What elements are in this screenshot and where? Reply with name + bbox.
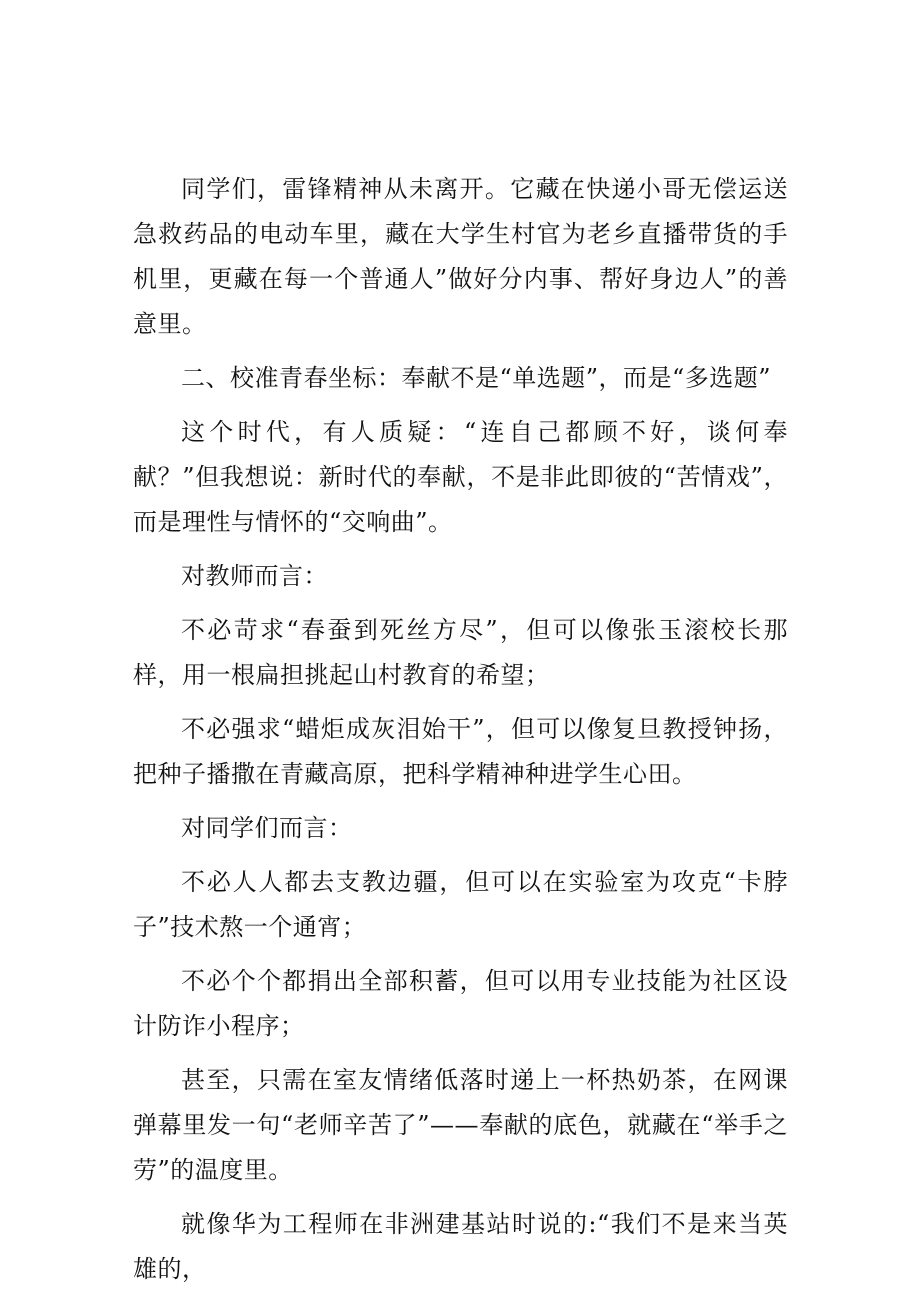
paragraph: 不必人人都去支教边疆，但可以在实验室为攻克“卡脖子”技术熬一个通宵； [133, 868, 788, 941]
paragraph: 同学们，雷锋精神从未离开。它藏在快递小哥无偿运送急救药品的电动车里，藏在大学生村官为老乡直播带货的手机里，更藏在每一个普通人”做好分内事、帮好身边人”的善意里。 [133, 175, 788, 338]
section-heading: 二、校准青春坐标：奉献不是“单选题”，而是“多选题” [181, 364, 772, 392]
paragraph: 这个时代，有人质疑：“连自己都顾不好，谈何奉献？”但我想说：新时代的奉献，不是非此即彼的“苦情戏”，而是理性与情怀的“交响曲”。 [133, 418, 788, 536]
paragraph: 不必个个都捐出全部积蓄，但可以用专业技能为社区设计防诈小程序； [133, 967, 788, 1040]
paragraph: 就像华为工程师在非洲建基站时说的:“我们不是来当英雄的， [133, 1210, 788, 1283]
paragraph: 对教师而言： [181, 562, 328, 590]
paragraph: 甚至，只需在室友情绪低落时递上一杯热奶茶，在网课弹幕里发一句“老师辛苦了”——奉献的底色，就藏在“举手之劳”的温度里。 [133, 1066, 788, 1184]
paragraph: 对同学们而言： [181, 814, 353, 842]
paragraph: 不必苛求“春蚕到死丝方尽”，但可以像张玉滚校长那样，用一根扁担挑起山村教育的希望； [133, 616, 788, 689]
paragraph: 不必强求“蜡炬成灰泪始干”，但可以像复旦教授钟扬，把种子播撒在青藏高原，把科学精神种进学生心田。 [133, 715, 788, 788]
document-body [133, 167, 788, 1301]
